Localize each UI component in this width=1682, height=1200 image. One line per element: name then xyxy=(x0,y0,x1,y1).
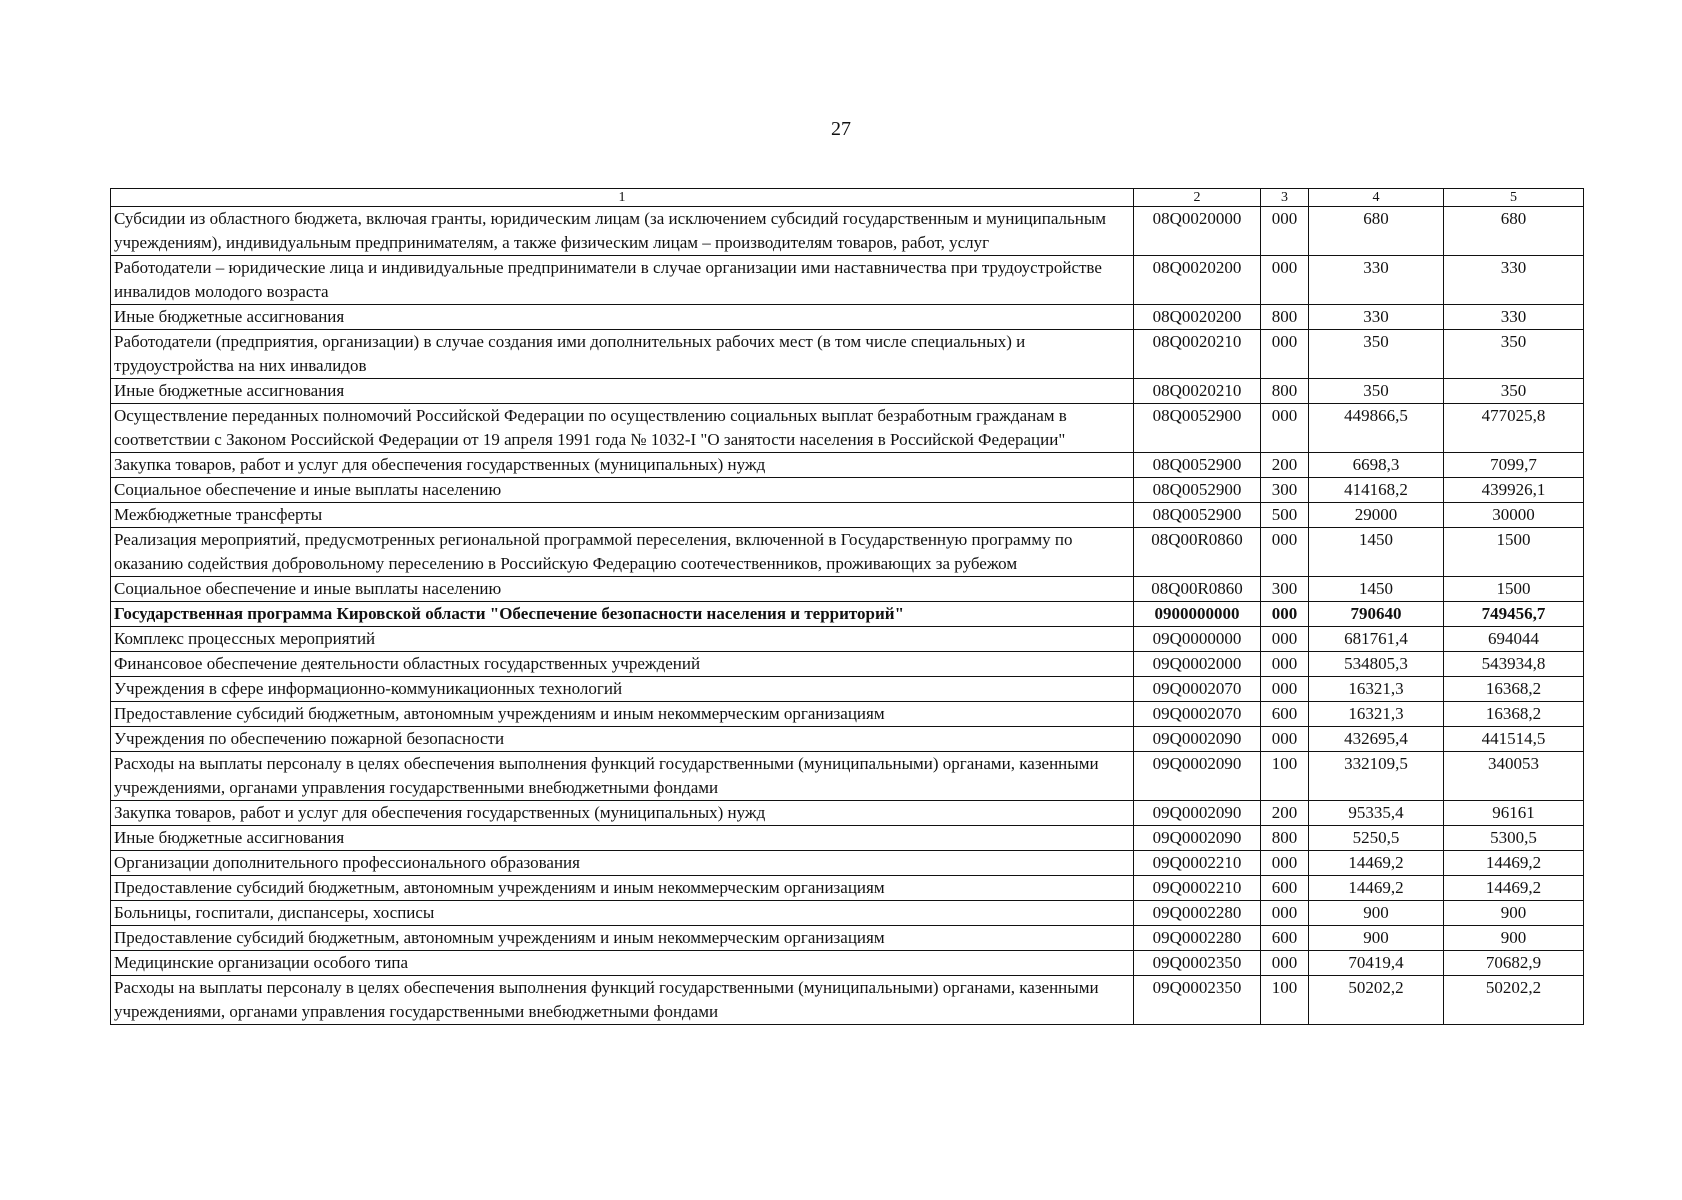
row-value-year1-cell: 6698,3 xyxy=(1309,453,1444,478)
row-expense-type-cell: 600 xyxy=(1261,926,1309,951)
column-header-4: 4 xyxy=(1309,189,1444,207)
row-expense-type-cell: 000 xyxy=(1261,602,1309,627)
row-value-year2-cell: 96161 xyxy=(1444,801,1584,826)
row-expense-type-cell: 800 xyxy=(1261,305,1309,330)
row-value-year2-cell: 14469,2 xyxy=(1444,876,1584,901)
row-expense-type-cell: 000 xyxy=(1261,330,1309,379)
table-row xyxy=(111,478,1584,503)
row-expense-type-cell: 200 xyxy=(1261,801,1309,826)
column-header-1: 1 xyxy=(111,189,1134,207)
table-row xyxy=(111,627,1584,652)
table-row xyxy=(111,801,1584,826)
row-value-year2-cell: 5300,5 xyxy=(1444,826,1584,851)
row-value-year1-cell: 14469,2 xyxy=(1309,851,1444,876)
row-value-year1-cell: 350 xyxy=(1309,379,1444,404)
table-row xyxy=(111,702,1584,727)
row-code-cell: 08Q00R0860 xyxy=(1134,528,1261,577)
budget-table xyxy=(110,188,1584,1025)
row-value-year2-cell: 30000 xyxy=(1444,503,1584,528)
row-name-cell: Организации дополнительного профессионального образования xyxy=(111,851,1134,876)
row-code-cell: 09Q0002280 xyxy=(1134,901,1261,926)
row-code-cell: 09Q0002070 xyxy=(1134,677,1261,702)
row-expense-type-cell: 600 xyxy=(1261,702,1309,727)
row-name-cell: Межбюджетные трансферты xyxy=(111,503,1134,528)
row-code-cell: 09Q0002090 xyxy=(1134,801,1261,826)
row-value-year2-cell: 439926,1 xyxy=(1444,478,1584,503)
column-header-5: 5 xyxy=(1444,189,1584,207)
row-value-year1-cell: 16321,3 xyxy=(1309,677,1444,702)
row-value-year2-cell: 350 xyxy=(1444,330,1584,379)
row-value-year1-cell: 350 xyxy=(1309,330,1444,379)
row-expense-type-cell: 000 xyxy=(1261,677,1309,702)
row-value-year1-cell: 1450 xyxy=(1309,528,1444,577)
row-value-year2-cell: 50202,2 xyxy=(1444,976,1584,1025)
row-expense-type-cell: 000 xyxy=(1261,528,1309,577)
row-value-year1-cell: 29000 xyxy=(1309,503,1444,528)
row-value-year1-cell: 332109,5 xyxy=(1309,752,1444,801)
row-value-year1-cell: 414168,2 xyxy=(1309,478,1444,503)
row-value-year1-cell: 1450 xyxy=(1309,577,1444,602)
row-name-cell: Иные бюджетные ассигнования xyxy=(111,826,1134,851)
row-name-cell: Социальное обеспечение и иные выплаты населению xyxy=(111,577,1134,602)
row-name-cell: Предоставление субсидий бюджетным, автономным учреждениям и иным некоммерческим организациям xyxy=(111,926,1134,951)
row-expense-type-cell: 800 xyxy=(1261,826,1309,851)
row-value-year1-cell: 14469,2 xyxy=(1309,876,1444,901)
row-value-year1-cell: 790640 xyxy=(1309,602,1444,627)
table-row xyxy=(111,207,1584,256)
row-name-cell: Учреждения по обеспечению пожарной безопасности xyxy=(111,727,1134,752)
table-row xyxy=(111,305,1584,330)
row-code-cell: 09Q0002280 xyxy=(1134,926,1261,951)
row-name-cell: Иные бюджетные ассигнования xyxy=(111,379,1134,404)
row-name-cell: Медицинские организации особого типа xyxy=(111,951,1134,976)
row-code-cell: 09Q0002000 xyxy=(1134,652,1261,677)
row-value-year2-cell: 900 xyxy=(1444,901,1584,926)
row-value-year1-cell: 680 xyxy=(1309,207,1444,256)
row-value-year2-cell: 16368,2 xyxy=(1444,677,1584,702)
row-code-cell: 09Q0002350 xyxy=(1134,976,1261,1025)
row-value-year1-cell: 534805,3 xyxy=(1309,652,1444,677)
table-row xyxy=(111,577,1584,602)
row-code-cell: 08Q0052900 xyxy=(1134,478,1261,503)
row-code-cell: 08Q0020210 xyxy=(1134,330,1261,379)
row-name-cell: Субсидии из областного бюджета, включая гранты, юридическим лицам (за исключением субсидий государственным и муниципальным учреждениям), индивидуальным предпринимателям, а также физическим лицам – производителям товаров, работ, услуг xyxy=(111,207,1134,256)
row-value-year2-cell: 694044 xyxy=(1444,627,1584,652)
row-value-year1-cell: 330 xyxy=(1309,305,1444,330)
table-row xyxy=(111,727,1584,752)
row-value-year2-cell: 441514,5 xyxy=(1444,727,1584,752)
row-value-year2-cell: 70682,9 xyxy=(1444,951,1584,976)
row-code-cell: 09Q0002210 xyxy=(1134,851,1261,876)
row-value-year1-cell: 900 xyxy=(1309,926,1444,951)
row-name-cell: Закупка товаров, работ и услуг для обеспечения государственных (муниципальных) нужд xyxy=(111,801,1134,826)
row-value-year2-cell: 330 xyxy=(1444,256,1584,305)
row-code-cell: 09Q0002090 xyxy=(1134,826,1261,851)
row-code-cell: 09Q0000000 xyxy=(1134,627,1261,652)
row-value-year2-cell: 7099,7 xyxy=(1444,453,1584,478)
row-code-cell: 08Q0052900 xyxy=(1134,453,1261,478)
row-expense-type-cell: 000 xyxy=(1261,951,1309,976)
row-code-cell: 0900000000 xyxy=(1134,602,1261,627)
row-value-year1-cell: 16321,3 xyxy=(1309,702,1444,727)
row-expense-type-cell: 500 xyxy=(1261,503,1309,528)
row-code-cell: 09Q0002210 xyxy=(1134,876,1261,901)
row-code-cell: 09Q0002090 xyxy=(1134,727,1261,752)
row-value-year2-cell: 749456,7 xyxy=(1444,602,1584,627)
row-value-year2-cell: 900 xyxy=(1444,926,1584,951)
row-expense-type-cell: 000 xyxy=(1261,727,1309,752)
row-value-year1-cell: 95335,4 xyxy=(1309,801,1444,826)
row-value-year2-cell: 1500 xyxy=(1444,528,1584,577)
row-code-cell: 08Q0052900 xyxy=(1134,404,1261,453)
table-row xyxy=(111,330,1584,379)
row-value-year2-cell: 1500 xyxy=(1444,577,1584,602)
table-row xyxy=(111,379,1584,404)
row-value-year2-cell: 330 xyxy=(1444,305,1584,330)
page-number: 27 xyxy=(831,118,851,140)
row-name-cell: Иные бюджетные ассигнования xyxy=(111,305,1134,330)
row-name-cell: Предоставление субсидий бюджетным, автономным учреждениям и иным некоммерческим организациям xyxy=(111,876,1134,901)
row-name-cell: Социальное обеспечение и иные выплаты населению xyxy=(111,478,1134,503)
row-value-year1-cell: 70419,4 xyxy=(1309,951,1444,976)
row-value-year1-cell: 681761,4 xyxy=(1309,627,1444,652)
row-expense-type-cell: 000 xyxy=(1261,901,1309,926)
row-code-cell: 08Q00R0860 xyxy=(1134,577,1261,602)
row-expense-type-cell: 000 xyxy=(1261,652,1309,677)
table-row xyxy=(111,851,1584,876)
column-header-2: 2 xyxy=(1134,189,1261,207)
row-value-year1-cell: 900 xyxy=(1309,901,1444,926)
row-expense-type-cell: 100 xyxy=(1261,752,1309,801)
table-row xyxy=(111,503,1584,528)
row-expense-type-cell: 200 xyxy=(1261,453,1309,478)
column-number-row xyxy=(111,189,1584,207)
row-name-cell: Осуществление переданных полномочий Российской Федерации по осуществлению социальных выплат безработным гражданам в соответствии с Законом Российской Федерации от 19 апреля 1991 года № 1032-I "О занятости населения в Российской Федерации" xyxy=(111,404,1134,453)
row-value-year1-cell: 5250,5 xyxy=(1309,826,1444,851)
table-row xyxy=(111,976,1584,1025)
row-expense-type-cell: 800 xyxy=(1261,379,1309,404)
row-code-cell: 08Q0020210 xyxy=(1134,379,1261,404)
table-row xyxy=(111,901,1584,926)
row-value-year2-cell: 680 xyxy=(1444,207,1584,256)
row-name-cell: Финансовое обеспечение деятельности областных государственных учреждений xyxy=(111,652,1134,677)
row-expense-type-cell: 000 xyxy=(1261,851,1309,876)
row-name-cell: Государственная программа Кировской области "Обеспечение безопасности населения и территорий" xyxy=(111,602,1134,627)
row-name-cell: Комплекс процессных мероприятий xyxy=(111,627,1134,652)
row-name-cell: Предоставление субсидий бюджетным, автономным учреждениям и иным некоммерческим организациям xyxy=(111,702,1134,727)
row-value-year1-cell: 432695,4 xyxy=(1309,727,1444,752)
row-name-cell: Больницы, госпитали, диспансеры, хосписы xyxy=(111,901,1134,926)
row-name-cell: Закупка товаров, работ и услуг для обеспечения государственных (муниципальных) нужд xyxy=(111,453,1134,478)
table-row xyxy=(111,677,1584,702)
row-expense-type-cell: 600 xyxy=(1261,876,1309,901)
table-row xyxy=(111,528,1584,577)
table-row xyxy=(111,926,1584,951)
row-code-cell: 09Q0002070 xyxy=(1134,702,1261,727)
row-expense-type-cell: 000 xyxy=(1261,207,1309,256)
table-row xyxy=(111,602,1584,627)
row-expense-type-cell: 300 xyxy=(1261,478,1309,503)
row-expense-type-cell: 000 xyxy=(1261,627,1309,652)
row-expense-type-cell: 300 xyxy=(1261,577,1309,602)
row-name-cell: Расходы на выплаты персоналу в целях обеспечения выполнения функций государственными (муниципальными) органами, казенными учреждениями, органами управления государственными внебюджетными фондами xyxy=(111,752,1134,801)
row-name-cell: Учреждения в сфере информационно-коммуникационных технологий xyxy=(111,677,1134,702)
table-row xyxy=(111,404,1584,453)
row-name-cell: Реализация мероприятий, предусмотренных региональной программой переселения, включенной в Государственную программу по оказанию содействия добровольному переселению в Российскую Федерацию соотечественников, проживающих за рубежом xyxy=(111,528,1134,577)
row-expense-type-cell: 000 xyxy=(1261,256,1309,305)
table-row xyxy=(111,256,1584,305)
table-row xyxy=(111,652,1584,677)
table-row xyxy=(111,951,1584,976)
table-row xyxy=(111,752,1584,801)
row-code-cell: 08Q0020200 xyxy=(1134,305,1261,330)
row-value-year1-cell: 449866,5 xyxy=(1309,404,1444,453)
row-value-year2-cell: 340053 xyxy=(1444,752,1584,801)
table-row xyxy=(111,453,1584,478)
row-expense-type-cell: 000 xyxy=(1261,404,1309,453)
column-header-3: 3 xyxy=(1261,189,1309,207)
row-code-cell: 09Q0002090 xyxy=(1134,752,1261,801)
row-name-cell: Расходы на выплаты персоналу в целях обеспечения выполнения функций государственными (муниципальными) органами, казенными учреждениями, органами управления государственными внебюджетными фондами xyxy=(111,976,1134,1025)
table-row xyxy=(111,876,1584,901)
row-value-year1-cell: 50202,2 xyxy=(1309,976,1444,1025)
row-value-year2-cell: 477025,8 xyxy=(1444,404,1584,453)
row-name-cell: Работодатели – юридические лица и индивидуальные предприниматели в случае организации ими наставничества при трудоустройстве инвалидов молодого возраста xyxy=(111,256,1134,305)
table-row xyxy=(111,826,1584,851)
row-code-cell: 08Q0020200 xyxy=(1134,256,1261,305)
row-value-year2-cell: 16368,2 xyxy=(1444,702,1584,727)
row-code-cell: 08Q0052900 xyxy=(1134,503,1261,528)
row-name-cell: Работодатели (предприятия, организации) в случае создания ими дополнительных рабочих мест (в том числе специальных) и трудоустройства на них инвалидов xyxy=(111,330,1134,379)
row-code-cell: 08Q0020000 xyxy=(1134,207,1261,256)
row-expense-type-cell: 100 xyxy=(1261,976,1309,1025)
row-code-cell: 09Q0002350 xyxy=(1134,951,1261,976)
row-value-year2-cell: 350 xyxy=(1444,379,1584,404)
row-value-year2-cell: 543934,8 xyxy=(1444,652,1584,677)
row-value-year1-cell: 330 xyxy=(1309,256,1444,305)
row-value-year2-cell: 14469,2 xyxy=(1444,851,1584,876)
